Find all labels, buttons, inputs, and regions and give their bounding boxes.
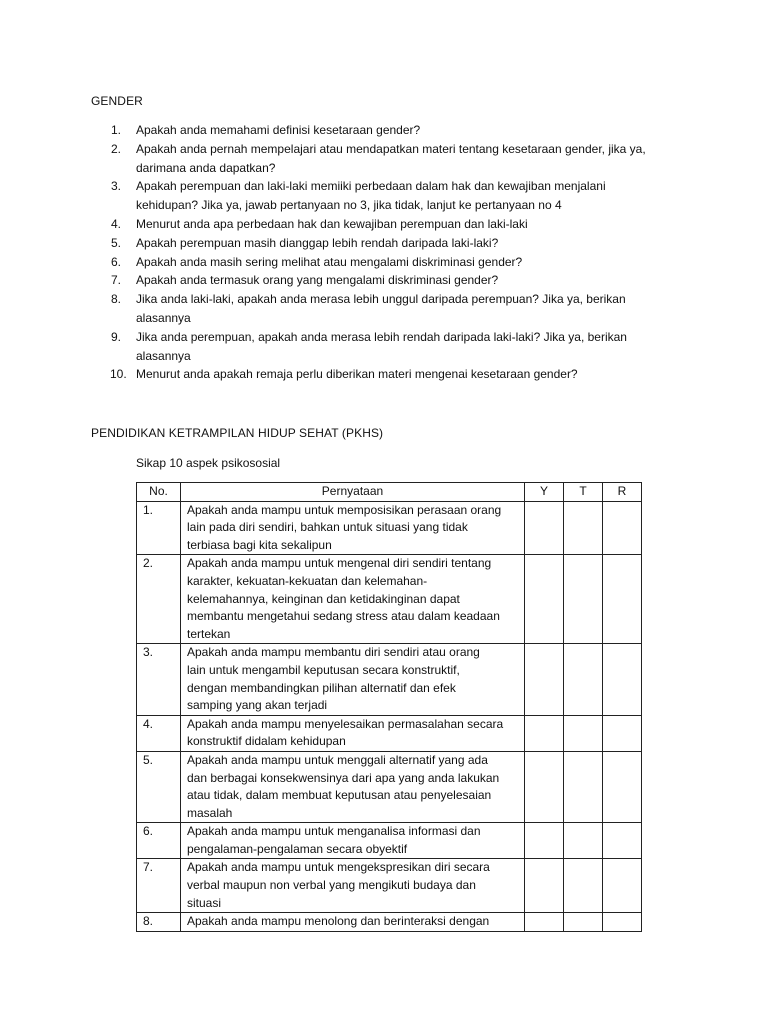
answer-cell-t[interactable] [564, 823, 603, 859]
row-statement [181, 644, 525, 715]
statement-line: kelemahannya, keinginan dan ketidakinginan dapat [187, 591, 460, 606]
statement-line: pengalaman-pengalaman secara obyektif [187, 841, 408, 856]
question-text [136, 140, 691, 178]
table-row [137, 644, 642, 715]
question-number: 7. [111, 273, 122, 288]
question-line: alasannya [136, 348, 191, 363]
question-line: alasannya [136, 310, 191, 325]
row-statement [181, 859, 525, 913]
header-r: R [603, 483, 642, 502]
question-number: 2. [111, 141, 122, 156]
question-item [91, 328, 691, 366]
answer-cell-r[interactable] [603, 555, 642, 644]
statement-line: Apakah anda mampu untuk memposisikan perasaan orang [187, 502, 502, 517]
answer-cell-y[interactable] [525, 644, 564, 715]
statement-line: Apakah anda mampu menolong dan berinteraksi dengan [187, 914, 490, 929]
question-line: Apakah perempuan dan laki-laki memiiki perbedaan dalam hak dan kewajiban menjalani [136, 179, 606, 194]
question-number: 9. [111, 329, 122, 344]
answer-cell-y[interactable] [525, 913, 564, 932]
psychosocial-survey-table [136, 482, 642, 932]
row-statement [181, 913, 525, 932]
statement-line: membantu mengetahui sedang stress atau dalam keadaan [187, 609, 500, 624]
question-number: 3. [111, 179, 122, 194]
question-text [136, 121, 691, 140]
statement-line: terbiasa bagi kita sekalipun [187, 537, 332, 552]
answer-cell-y[interactable] [525, 501, 564, 555]
statement-line: dengan membandingkan pilihan alternatif dan efek [187, 680, 456, 695]
statement-line: Apakah anda mampu menyelesaikan permasalahan secara [187, 716, 504, 731]
table-row [137, 501, 642, 555]
question-line: Apakah perempuan masih dianggap lebih rendah daripada laki-laki? [136, 235, 499, 250]
statement-line: tertekan [187, 626, 231, 641]
row-number: 1. [137, 501, 181, 555]
statement-line: situasi [187, 895, 222, 910]
row-statement [181, 715, 525, 751]
question-text [136, 328, 691, 366]
table-row [137, 751, 642, 822]
question-text [136, 290, 691, 328]
question-text [136, 215, 691, 234]
answer-cell-r[interactable] [603, 823, 642, 859]
answer-cell-r[interactable] [603, 644, 642, 715]
answer-cell-r[interactable] [603, 715, 642, 751]
row-statement [181, 501, 525, 555]
header-no: No. [137, 483, 181, 502]
statement-line: konstruktif didalam kehidupan [187, 734, 346, 749]
answer-cell-t[interactable] [564, 913, 603, 932]
row-number: 3. [137, 644, 181, 715]
answer-cell-t[interactable] [564, 715, 603, 751]
question-line: Apakah anda termasuk orang yang mengalami diskriminasi gender? [136, 273, 499, 288]
row-number: 8. [137, 913, 181, 932]
statement-line: Apakah anda mampu untuk menganalisa informasi dan [187, 824, 481, 839]
answer-cell-y[interactable] [525, 823, 564, 859]
question-number: 6. [111, 254, 122, 269]
question-line: darimana anda dapatkan? [136, 160, 276, 175]
answer-cell-r[interactable] [603, 751, 642, 822]
table-row [137, 715, 642, 751]
answer-cell-r[interactable] [603, 501, 642, 555]
question-text [136, 177, 691, 215]
question-item [91, 140, 691, 178]
question-number: 1. [111, 123, 122, 137]
answer-cell-t[interactable] [564, 751, 603, 822]
row-number: 7. [137, 859, 181, 913]
statement-line: lain pada diri sendiri, bahkan untuk situasi yang tidak [187, 520, 468, 535]
row-number: 2. [137, 555, 181, 644]
header-statement: Pernyataan [181, 483, 525, 502]
question-text [136, 253, 691, 272]
statement-line: verbal maupun non verbal yang mengikuti budaya dan [187, 878, 476, 893]
row-number: 6. [137, 823, 181, 859]
question-text [136, 234, 691, 253]
question-line: Menurut anda apa perbedaan hak dan kewajiban perempuan dan laki-laki [136, 216, 528, 231]
question-item [91, 177, 691, 215]
table-row [137, 859, 642, 913]
answer-cell-y[interactable] [525, 715, 564, 751]
statement-line: samping yang akan terjadi [187, 698, 328, 713]
question-item [91, 253, 691, 272]
answer-cell-r[interactable] [603, 913, 642, 932]
question-line: Apakah anda masih sering melihat atau mengalami diskriminasi gender? [136, 254, 523, 269]
header-t: T [564, 483, 603, 502]
question-line: Jika anda laki-laki, apakah anda merasa lebih unggul daripada perempuan? Jika ya, berikan [136, 292, 626, 307]
question-text [136, 271, 691, 290]
statement-line: lain untuk mengambil keputusan secara konstruktif, [187, 662, 460, 677]
question-item [91, 271, 691, 290]
answer-cell-y[interactable] [525, 751, 564, 822]
table-row [137, 913, 642, 932]
row-statement [181, 751, 525, 822]
question-text [136, 365, 691, 384]
answer-cell-y[interactable] [525, 859, 564, 913]
header-y: Y [525, 483, 564, 502]
row-number: 4. [137, 715, 181, 751]
statement-line: karakter, kekuatan-kekuatan dan kelemahan- [187, 573, 428, 588]
answer-cell-t[interactable] [564, 555, 603, 644]
row-statement [181, 823, 525, 859]
answer-cell-r[interactable] [603, 859, 642, 913]
statement-line: Apakah anda mampu untuk mengekspresikan diri secara [187, 860, 490, 875]
question-line: Apakah anda pernah mempelajari atau mendapatkan materi tentang kesetaraan gender, jika ya, [136, 141, 646, 156]
question-line: Apakah anda memahami definisi kesetaraan gender? [136, 123, 421, 137]
answer-cell-y[interactable] [525, 555, 564, 644]
question-item [91, 290, 691, 328]
question-number: 4. [111, 216, 122, 231]
question-line: Menurut anda apakah remaja perlu diberikan materi mengenai kesetaraan gender? [136, 367, 578, 382]
statement-line: Apakah anda mampu untuk menggali alternatif yang ada [187, 752, 488, 767]
row-statement [181, 555, 525, 644]
question-item [91, 365, 691, 384]
table-row [137, 823, 642, 859]
statement-line: Apakah anda mampu membantu diri sendiri atau orang [187, 645, 480, 660]
question-item [91, 121, 691, 140]
statement-line: masalah [187, 805, 233, 820]
statement-line: dan berbagai konsekwensinya dari apa yang anda lakukan [187, 770, 500, 785]
question-line: Jika anda perempuan, apakah anda merasa lebih rendah daripada laki-laki? Jika ya, berikan [136, 329, 627, 344]
answer-cell-t[interactable] [564, 644, 603, 715]
question-number: 10. [110, 367, 127, 382]
answer-cell-t[interactable] [564, 859, 603, 913]
statement-line: atau tidak, dalam membuat keputusan atau penyelesaian [187, 788, 492, 803]
question-line: kehidupan? Jika ya, jawab pertanyaan no 3, jika tidak, lanjut ke pertanyaan no 4 [136, 198, 562, 213]
answer-cell-t[interactable] [564, 501, 603, 555]
pkhs-subtitle: Sikap 10 aspek psikososial [136, 456, 281, 470]
question-item [91, 215, 691, 234]
pkhs-heading: PENDIDIKAN KETRAMPILAN HIDUP SEHAT (PKHS) [91, 426, 384, 440]
table-header-row [137, 483, 642, 502]
question-number: 8. [111, 292, 122, 307]
gender-question-list [91, 121, 691, 384]
statement-line: Apakah anda mampu untuk mengenal diri sendiri tentang [187, 556, 492, 571]
table-row [137, 555, 642, 644]
question-number: 5. [111, 235, 122, 250]
gender-heading: GENDER [91, 94, 143, 108]
question-item [91, 234, 691, 253]
row-number: 5. [137, 751, 181, 822]
